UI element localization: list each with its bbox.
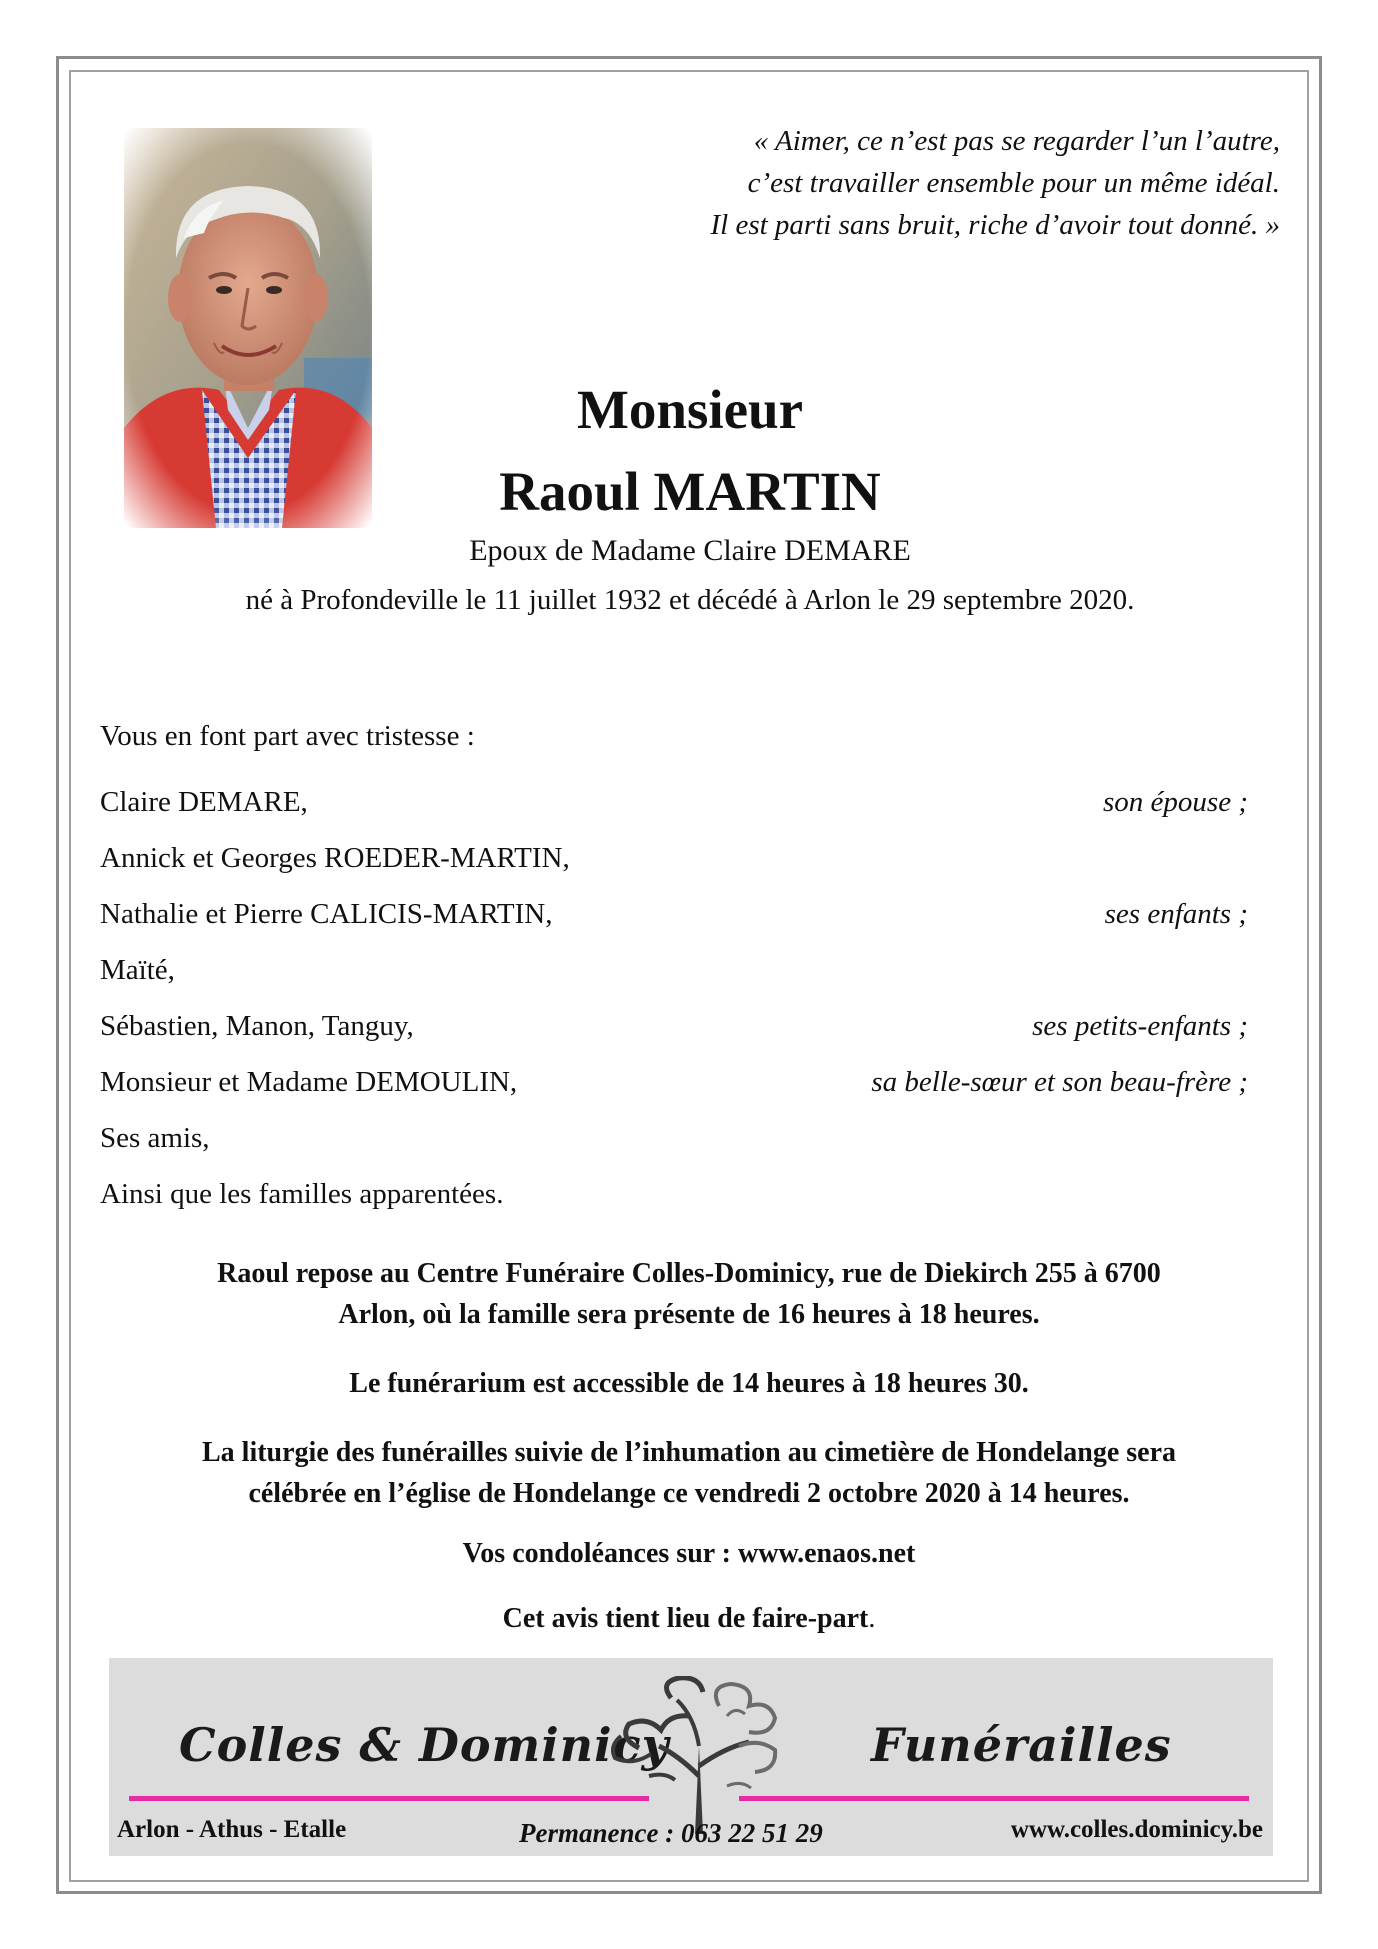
family-row [100,1062,1248,1118]
family-name: Annick et Georges ROEDER-MARTIN, [100,842,570,874]
family-row [100,894,1248,950]
notice-info [100,1598,1278,1639]
honorific: Monsieur [576,379,804,440]
locations: Arlon - Athus - Etalle [117,1816,347,1843]
brand-tagline: Funérailles [871,1718,1172,1772]
liturgy-line-2: célébrée en l’église de Hondelange ce vendredi 2 octobre 2020 à 14 heures. [248,1478,1130,1509]
repose-info [100,1253,1278,1335]
family-relation: son épouse ; [1103,786,1248,818]
liturgy-info [100,1432,1278,1514]
family-name: Claire DEMARE, [100,786,308,818]
notice-dot: . [868,1603,876,1634]
family-name: Maïté, [100,954,175,986]
quote-line-1: « Aimer, ce n’est pas se regarder l’un l’autre, [753,125,1280,157]
family-name: Monsieur et Madame DEMOULIN, [100,1066,518,1098]
brand-name: Colles & Dominicy [179,1718,670,1772]
portrait-photo [124,128,372,528]
family-relation: sa belle-sœur et son beau-frère ; [871,1066,1248,1098]
website-link[interactable]: www.colles.dominicy.be [1010,1816,1263,1843]
family-relation: ses petits-enfants ; [1032,1010,1248,1042]
accent-line-right [739,1796,1249,1801]
accent-line-left [129,1796,649,1801]
birth-death-line: né à Profondeville le 11 juillet 1932 et décédé à Arlon le 29 septembre 2020. [245,584,1135,616]
condolences-info [100,1533,1278,1574]
funeral-home-banner [109,1658,1273,1856]
announcement-intro: Vous en font part avec tristesse : [100,720,475,752]
family-name: Ainsi que les familles apparentées. [100,1178,504,1210]
family-relation: ses enfants ; [1104,898,1248,930]
repose-line-1: Raoul repose au Centre Funéraire Colles-Dominicy, rue de Diekirch 255 à 6700 [217,1258,1161,1289]
family-list [100,782,1248,1230]
repose-line-2: Arlon, où la famille sera présente de 16 heures à 18 heures. [338,1299,1040,1330]
family-row [100,838,1248,894]
family-name: Nathalie et Pierre CALICIS-MARTIN, [100,898,553,930]
family-row [100,782,1248,838]
condolences-line: Vos condoléances sur : www.enaos.net [462,1538,916,1569]
quote-line-3: Il est parti sans bruit, riche d’avoir tout donné. » [710,209,1280,241]
family-name: Ses amis, [100,1122,210,1154]
quote-line-2: c’est travailler ensemble pour un même idéal. [747,167,1280,199]
family-name: Sébastien, Manon, Tanguy, [100,1010,414,1042]
liturgy-line-1: La liturgie des funérailles suivie de l’inhumation au cimetière de Hondelange sera [202,1437,1176,1468]
tree-logo-icon [599,1676,799,1836]
family-row [100,1174,1248,1230]
deceased-name: Raoul MARTIN [499,461,881,522]
epitaph-quote [520,120,1280,246]
spouse-line: Epoux de Madame Claire DEMARE [469,534,911,567]
notice-line: Cet avis tient lieu de faire-part [502,1603,869,1634]
funerarium-info [100,1363,1278,1404]
family-row [100,1118,1248,1174]
permanence-phone: Permanence : 063 22 51 29 [519,1818,823,1848]
family-row [100,950,1248,1006]
funerarium-line: Le funérarium est accessible de 14 heures à 18 heures 30. [349,1368,1029,1399]
family-row [100,1006,1248,1062]
